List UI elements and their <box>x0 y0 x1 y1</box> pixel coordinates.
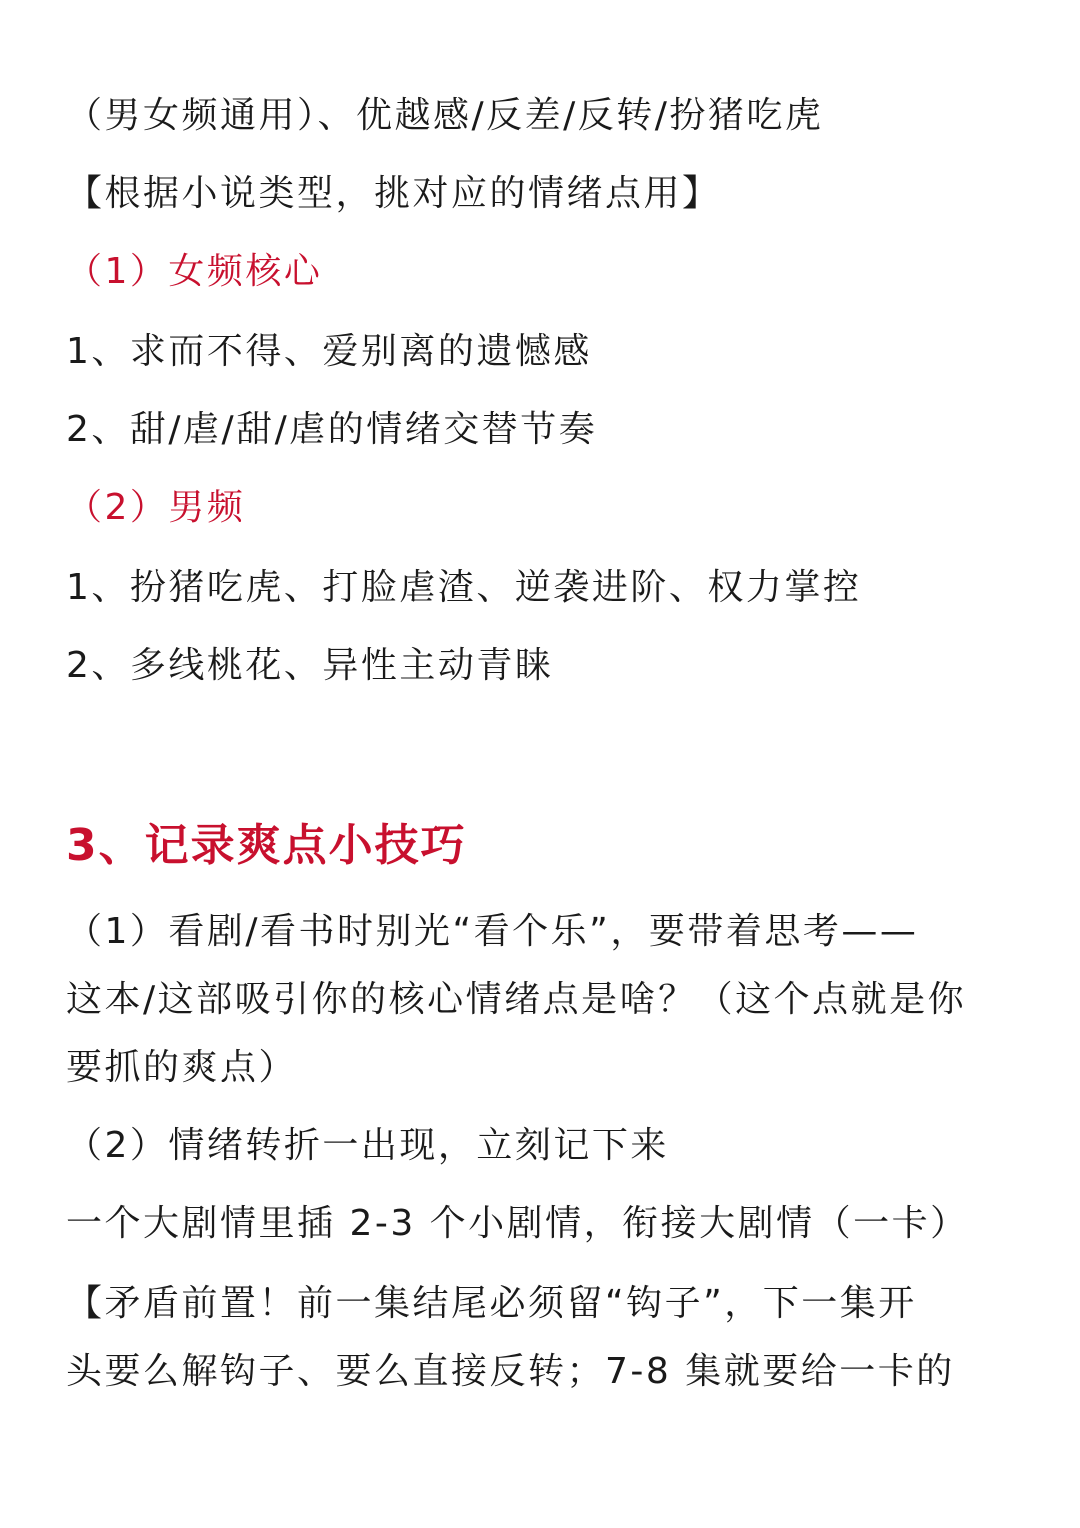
section-3-heading: 3、记录爽点小技巧 <box>66 820 467 871</box>
tip-1-line-2: 这本/这部吸引你的核心情绪点是啥？（这个点就是你 <box>66 979 967 1020</box>
male-item-2: 2、多线桃花、异性主动青睐 <box>66 645 554 686</box>
female-section-title: （1）女频核心 <box>66 251 323 292</box>
tip-1-line-1: （1）看剧/看书时别光“看个乐”，要带着思考—— <box>66 911 919 952</box>
intro-line-2: 【根据小说类型，挑对应的情绪点用】 <box>66 173 721 214</box>
male-section-title: （2）男频 <box>66 487 246 528</box>
female-item-2: 2、甜/虐/甜/虐的情绪交替节奏 <box>66 409 598 450</box>
tip-3: 一个大剧情里插 2-3 个小剧情，衔接大剧情（一卡） <box>66 1203 969 1244</box>
tip-4-line-1: 【矛盾前置！前一集结尾必须留“钩子”，下一集开 <box>66 1283 917 1324</box>
tip-2: （2）情绪转折一出现，立刻记下来 <box>66 1125 669 1166</box>
tip-4-line-2: 头要么解钩子、要么直接反转；7-8 集就要给一卡的 <box>66 1351 955 1392</box>
tip-1-line-3: 要抓的爽点） <box>66 1047 298 1088</box>
female-item-1: 1、求而不得、爱别离的遗憾感 <box>66 331 592 372</box>
male-item-1: 1、扮猪吃虎、打脸虐渣、逆袭进阶、权力掌控 <box>66 567 862 608</box>
intro-line-1: （男女频通用）、优越感/反差/反转/扮猪吃虎 <box>66 95 824 136</box>
